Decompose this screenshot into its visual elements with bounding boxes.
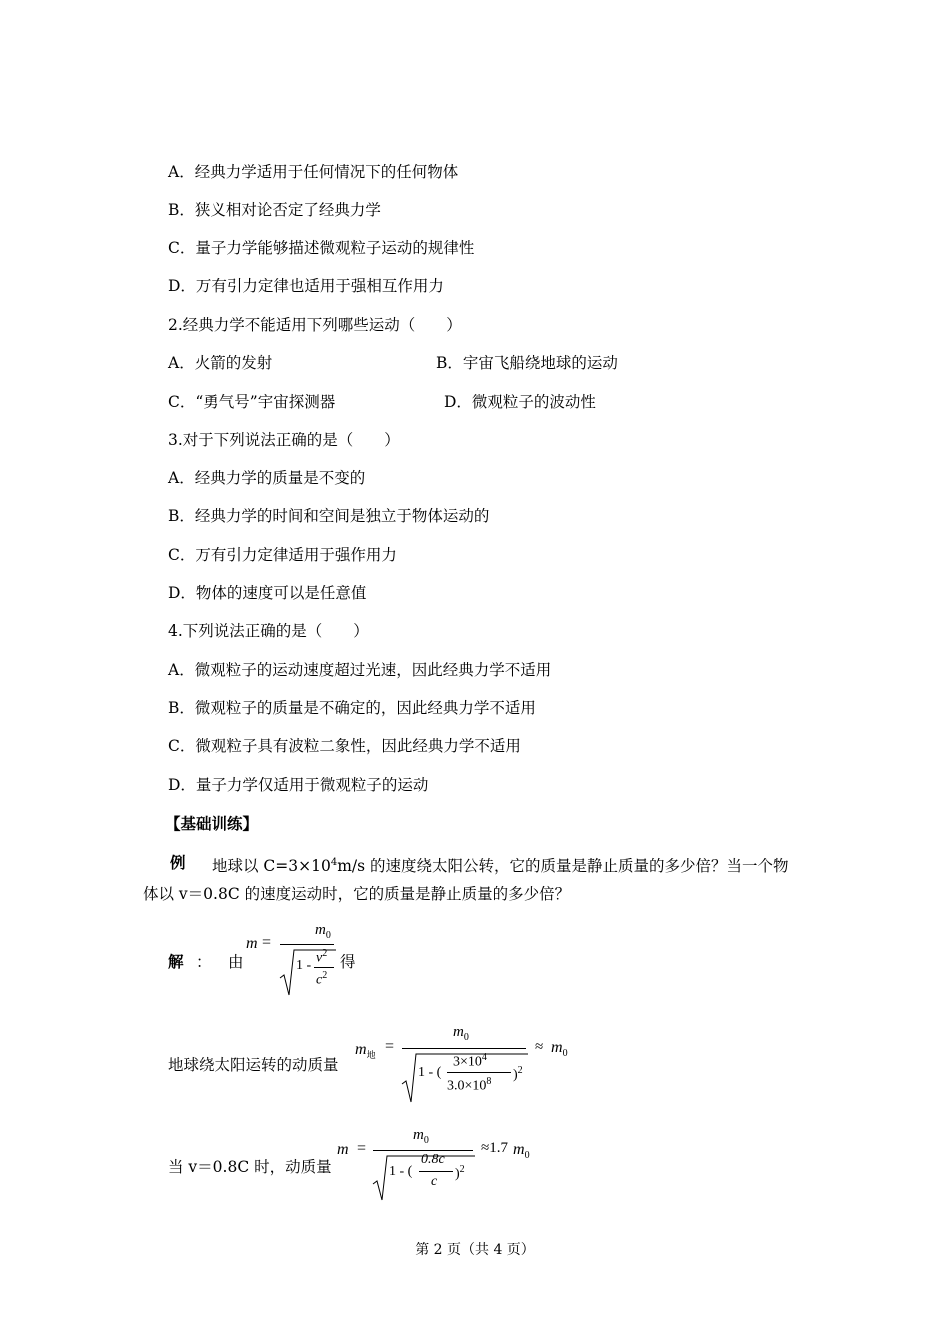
f2-num-exp: 4 — [481, 1052, 487, 1063]
f3-m0-m: m — [413, 1127, 424, 1143]
f1-m0-m: m — [315, 922, 326, 938]
q2-option-b: B．宇宙飞船绕地球的运动 — [436, 354, 618, 372]
f2-one: 1 - ( — [418, 1065, 442, 1080]
f1-inner-bar — [314, 967, 334, 968]
f3-result-sub: 0 — [524, 1150, 530, 1162]
q4-option-c: C．微观粒子具有波粒二象性，因此经典力学不适用 — [168, 737, 521, 755]
f3-result — [513, 1141, 530, 1161]
example-text-line-1 — [212, 853, 789, 876]
f2-den-exp: 8 — [486, 1076, 492, 1087]
f2-eq: = — [385, 1038, 395, 1055]
f2-close-paren: ) — [513, 1067, 518, 1083]
q1-option-c: C．量子力学能够描述微观粒子运动的规律性 — [168, 239, 475, 257]
formula-2 — [355, 1022, 585, 1107]
q1-option-a: A．经典力学适用于任何情况下的任何物体 — [168, 163, 459, 181]
f2-den — [447, 1076, 491, 1095]
f2-m — [355, 1041, 376, 1061]
f2-m0 — [453, 1024, 469, 1043]
f1-c — [316, 970, 327, 989]
example-label: 例 — [170, 853, 186, 872]
f3-eq: = — [357, 1140, 367, 1157]
f1-m0-sub: 0 — [325, 930, 331, 941]
f3-fraction-bar — [373, 1150, 473, 1151]
f2-num — [453, 1052, 487, 1071]
f2-m0-m: m — [453, 1024, 464, 1040]
f3-den: c — [431, 1174, 438, 1189]
example-exponent: 4 — [330, 857, 338, 868]
f1-m0 — [315, 922, 331, 941]
f2-result-m: m — [551, 1039, 563, 1056]
q3-option-d: D．物体的速度可以是任意值 — [168, 584, 367, 602]
q3-option-b: B．经典力学的时间和空间是独立于物体运动的 — [168, 507, 490, 525]
f2-m-letter: m — [355, 1041, 367, 1058]
f2-fraction-bar — [402, 1048, 526, 1049]
f2-result — [551, 1039, 568, 1059]
page-footer: 第 2 页（共 4 页） — [415, 1242, 535, 1258]
q4-option-a: A．微观粒子的运动速度超过光速，因此经典力学不适用 — [168, 661, 552, 679]
f2-result-sub: 0 — [562, 1048, 568, 1060]
q4-option-d: D．量子力学仅适用于微观粒子的运动 — [168, 776, 429, 794]
formula-3 — [337, 1124, 577, 1204]
f1-eq: = — [262, 934, 272, 951]
f2-square: 2 — [517, 1065, 523, 1076]
f2-m-sub: 地 — [366, 1050, 376, 1061]
f1-c-exp: 2 — [322, 970, 328, 981]
f2-den-base: 3.0×10 — [447, 1078, 487, 1094]
q4-stem: 4.下列说法正确的是（ ） — [168, 622, 369, 640]
f3-inner-bar — [419, 1171, 453, 1172]
f3-square: 2 — [459, 1164, 465, 1175]
f3-m: m — [337, 1141, 349, 1158]
solution-you: 由 — [228, 953, 244, 971]
f3-result-m: m — [513, 1141, 525, 1158]
f2-m0-sub: 0 — [463, 1032, 469, 1043]
f1-one: 1 - — [296, 958, 312, 973]
q1-option-b: B．狭义相对论否定了经典力学 — [168, 201, 381, 219]
f1-m: m — [246, 935, 258, 952]
q2-option-c: C．“勇气号”宇宙探测器 — [168, 393, 336, 411]
solution-de: 得 — [340, 953, 356, 971]
f1-fraction-bar — [280, 944, 334, 945]
q2-option-a: A．火箭的发射 — [168, 354, 273, 372]
f3-close — [455, 1164, 465, 1183]
q3-option-c: C．万有引力定律适用于强作用力 — [168, 546, 397, 564]
f1-v — [316, 948, 327, 967]
f1-c-letter: c — [316, 972, 323, 988]
example-text-1b: m/s 的速度绕太阳公转，它的质量是静止质量的多少倍？当一个物 — [337, 857, 789, 876]
solution-colon: ： — [196, 953, 212, 971]
f3-m0-sub: 0 — [423, 1135, 429, 1146]
solution-label: 解 — [168, 952, 184, 971]
f3-m0 — [413, 1127, 429, 1146]
f2-close — [513, 1065, 523, 1084]
example-text-1a: 地球以 C=3×10 — [212, 857, 331, 876]
f3-num: 0.8c — [421, 1152, 445, 1167]
f3-one: 1 - ( — [389, 1164, 413, 1179]
v08c-dynamic-mass-label: 当 v＝0.8C 时，动质量 — [168, 1158, 332, 1176]
section-title: 【基础训练】 — [165, 814, 259, 833]
f2-num-base: 3×10 — [453, 1054, 482, 1070]
q2-option-d: D．微观粒子的波动性 — [444, 393, 596, 411]
f3-close-paren: ) — [455, 1166, 460, 1182]
q4-option-b: B．微观粒子的质量是不确定的，因此经典力学不适用 — [168, 699, 536, 717]
f1-v-exp: 2 — [322, 948, 328, 959]
q3-stem: 3.对于下列说法正确的是（ ） — [168, 431, 400, 449]
q1-option-d: D．万有引力定律也适用于强相互作用力 — [168, 277, 444, 295]
f3-approx: ≈1.7 — [481, 1140, 508, 1156]
f2-inner-bar — [447, 1072, 511, 1073]
q3-option-a: A．经典力学的质量是不变的 — [168, 469, 366, 487]
q2-stem: 2.经典力学不能适用下列哪些运动（ ） — [168, 316, 462, 334]
f1-v-letter: v — [316, 950, 323, 966]
earth-dynamic-mass-label: 地球绕太阳运转的动质量 — [168, 1056, 339, 1074]
f2-approx: ≈ — [535, 1039, 544, 1055]
example-text-line-2: 体以 v＝0.8C 的速度运动时，它的质量是静止质量的多少倍？ — [143, 885, 571, 903]
